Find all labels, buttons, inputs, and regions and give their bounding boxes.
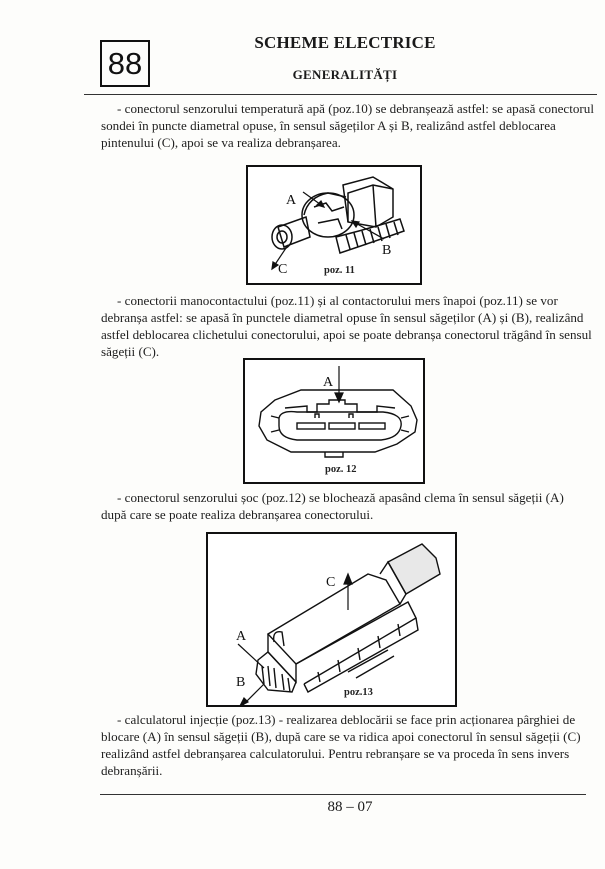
ecu-connector-illustration-icon xyxy=(208,534,455,705)
footer-rule xyxy=(100,794,586,795)
section-subtitle: GENERALITĂȚI xyxy=(292,67,398,82)
label-a: A xyxy=(236,629,247,644)
text-line: - calculatorul injecție (poz.13) - realizarea deblocării se face prin acționarea pârghiei de xyxy=(117,712,576,727)
label-c: C xyxy=(326,575,336,590)
paragraph-injection-ecu xyxy=(101,711,605,779)
text-line: debranșării. xyxy=(101,763,163,778)
text-line: - conectorii manocontactului (poz.11) și al contactorului mers înapoi (poz.11) se vor xyxy=(117,293,558,308)
figure-caption: poz.13 xyxy=(344,687,373,698)
label-b: B xyxy=(382,243,392,258)
page-number: 88 – 07 xyxy=(327,799,373,815)
label-a: A xyxy=(323,375,334,390)
figure-poz-11 xyxy=(246,165,422,285)
text-line: blocare (A) în sensul săgeții (B), după care se va ridica apoi conectorul în sensul săgeții (C) xyxy=(101,729,581,744)
header-rule xyxy=(84,94,597,95)
text-line: după care se poate realiza debranșarea conectorului. xyxy=(101,507,374,522)
text-line: debranșa astfel: se apasă în punctele diametral opuse în sensul săgeților (A) și (B), realizând xyxy=(101,310,584,325)
text-line: astfel deblocarea clichetului conectorului, apoi se poate debranșa conectorul trăgând în sensul xyxy=(101,327,592,342)
figure-poz-12 xyxy=(243,358,425,484)
chapter-number: 88 xyxy=(107,46,143,81)
label-a: A xyxy=(286,193,297,208)
label-c: C xyxy=(278,262,288,277)
text-line: sondei în puncte diametral opuse, în sensul săgeților A și B, realizând astfel deblocarea xyxy=(101,118,556,133)
paragraph-shock-sensor xyxy=(101,489,605,523)
chapter-number-box xyxy=(100,40,150,87)
text-line: pintenului (C), apoi se va realiza debranșarea. xyxy=(101,135,341,150)
text-line: - conectorul senzorului șoc (poz.12) se blochează apasând clema în sensul săgeții (A) xyxy=(117,490,564,505)
paragraph-water-temp-sensor xyxy=(101,100,605,151)
text-line: realizând astfel debranșarea calculatorului. Pentru rebranșare se va proceda în sens invers xyxy=(101,746,570,761)
paragraph-pressure-switch xyxy=(101,292,605,360)
text-line: - conectorul senzorului temperatură apă (poz.10) se debranșează astfel: se apasă conectorul xyxy=(117,101,594,116)
section-title: SCHEME ELECTRICE xyxy=(254,33,436,52)
figure-caption: poz. 11 xyxy=(324,265,355,276)
figure-poz-13 xyxy=(206,532,457,707)
figure-caption: poz. 12 xyxy=(325,464,357,475)
text-line: săgeții (C). xyxy=(101,344,160,359)
label-b: B xyxy=(236,675,246,690)
